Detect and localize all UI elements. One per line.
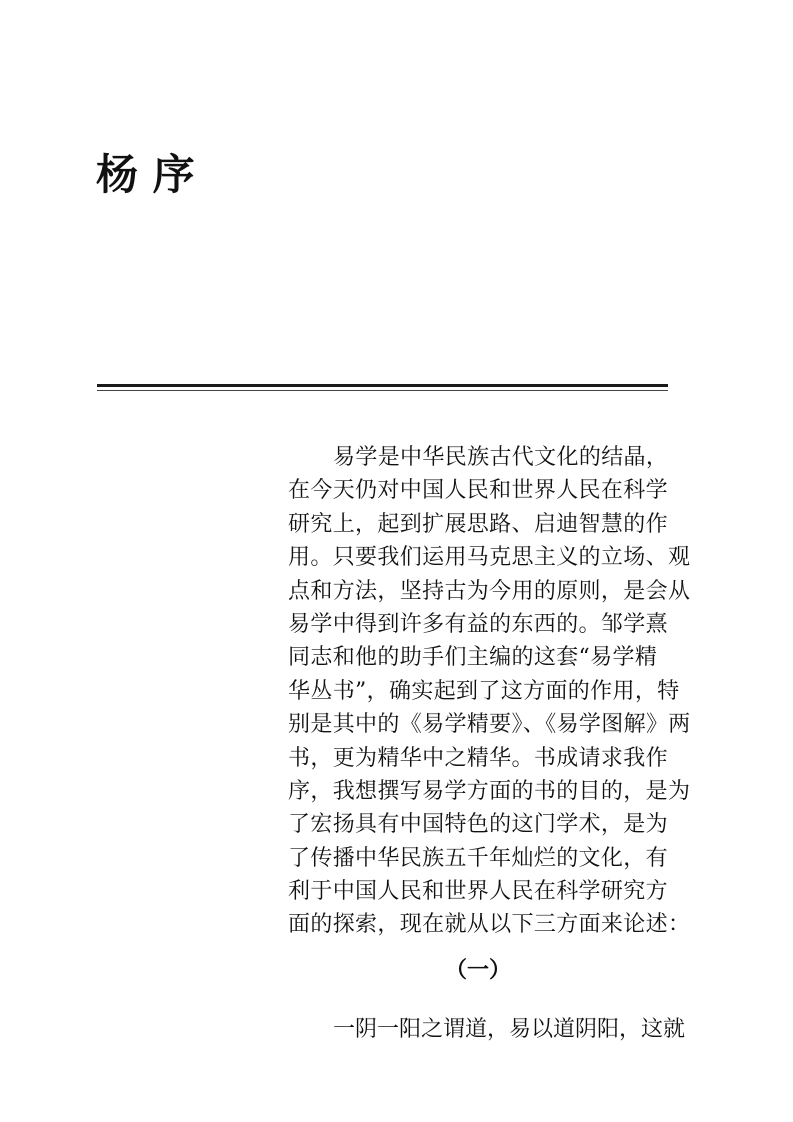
text-line: 点和方法，坚持古为今用的原则，是会从 — [288, 578, 691, 604]
text-line: 易学是中华民族古代文化的结晶， — [333, 445, 669, 470]
text-line: 利于中国人民和世界人民在科学研究方 — [288, 879, 668, 905]
section-heading: （一） — [444, 957, 511, 983]
text-line: 了宏扬具有中国特色的这门学术，是为 — [288, 812, 668, 838]
section-first-line: 一阴一阳之谓道，易以道阴阳，这就 — [333, 1017, 686, 1042]
text-line: 面的探索，现在就从以下三方面来论述： — [288, 912, 691, 938]
text-line: 华丛书”，确实起到了这方面的作用，特 — [288, 678, 680, 704]
header-rule-thin — [97, 390, 668, 391]
header-rule-thick — [97, 384, 668, 387]
text-line: 同志和他的助手们主编的这套“易学精 — [288, 645, 658, 671]
text-line: 书，更为精华中之精华。书成请求我作 — [288, 745, 668, 771]
text-line: 别是其中的《易学精要》、《易学图解》两 — [288, 712, 691, 738]
text-line: 研究上，起到扩展思路、启迪智慧的作 — [288, 511, 668, 537]
text-line: 用。只要我们运用马克思主义的立场、观 — [288, 545, 691, 571]
text-line: 易学中得到许多有益的东西的。邹学熹 — [288, 611, 668, 637]
text-line: 了传播中华民族五千年灿烂的文化，有 — [288, 845, 668, 871]
body-paragraph — [288, 441, 691, 942]
text-line: 序，我想撰写易学方面的书的目的，是为 — [288, 778, 691, 804]
text-line: 在今天仍对中国人民和世界人民在科学 — [288, 478, 668, 504]
page-title: 杨 序 — [96, 150, 195, 199]
